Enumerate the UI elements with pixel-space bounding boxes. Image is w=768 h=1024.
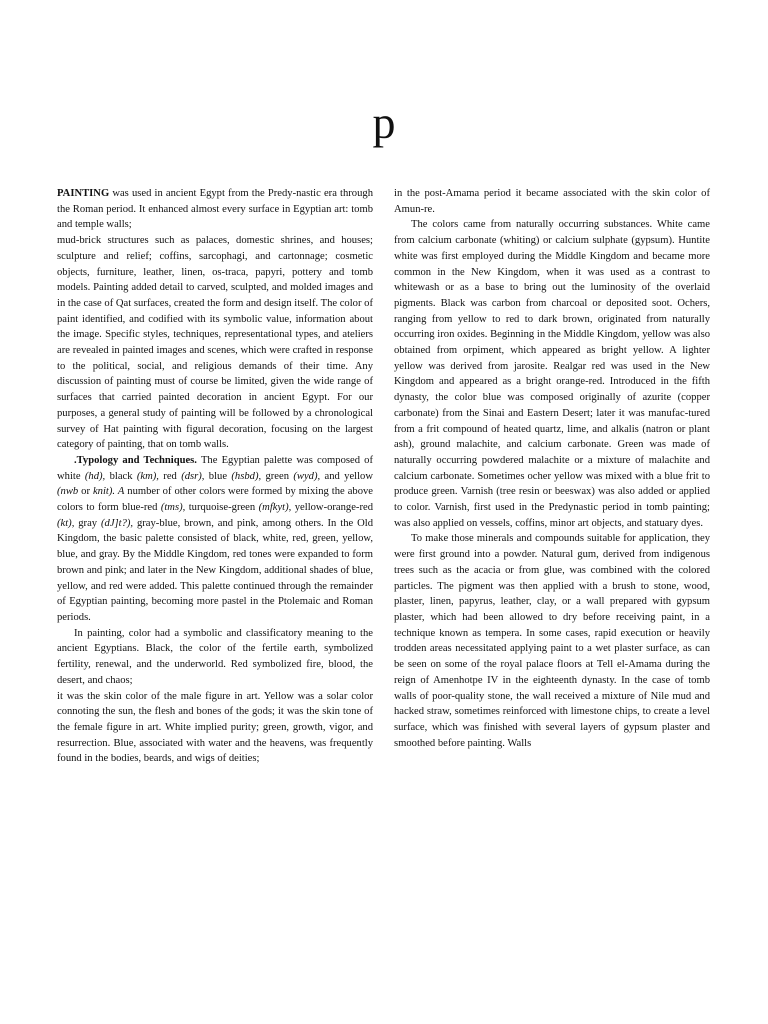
paragraph-surfaces: mud-brick structures such as palaces, domestic shrines, and houses; sculpture and relief; coffins, sarcophagi, and cartonnage; cosmetic objects, furniture, leather, linen, os-traca, papyri, pottery and tomb models. Painting added detail to carved, sculpted, and molded images and in the case of Qat surfaces, created the form and design itself. The color of paint identified, and codified with its symbolic value, information about the image. Specific styles, techniques, representational types, and ateliers are revealed in painted images and scenes, which were crafted in response to the political, social, and religious demands of their time. Any discussion of painting must of course be limited, given the wide range of surfaces that carried painted decoration in ancient Egypt. For our purposes, a general study of painting will be followed by a chronological survey of Hat painting with figural decoration, focusing on the largest category of painting, that on tomb walls. [57,235,373,451]
page-letter-heading: p [372,97,396,148]
paragraph-symbolism: In painting, color had a symbolic and classificatory meaning to the ancient Egyptians. Black, the color of the fertile earth, symbolized fertility, renewal, and the underworld. Red symbolized fire, blood, the desert, and chaos; [57,627,373,686]
section-heading: .Typology and Techniques. [74,454,197,466]
paragraph-text: was used in ancient Egypt from the Predy-nastic era through the Roman period. It enhanced almost every surface in Egyptian art: tomb and temple walls; [57,188,373,231]
paragraph-intro [57,186,373,233]
paragraph-typology: .Typology and Techniques. The Egyptian palette was composed of white (hd), black (km), red (dsr), blue (hsbd), green (wyd), and yellow (nwb or knit). A number of other colors were formed by mixing the above colors to form blue-red (tms), turquoise-green (mfkyt), yellow-orange-red (kt), gray (dJ]t?), gray-blue, brown, and pink, among others. In the Old Kingdom, the basic palette consisted of black, white, red, green, yellow, blue, and gray. By the Middle Kingdom, red tones were expanded to form brown and pink; and later in the New Kingdom, additional shades of blue, yellow, and red were added. This palette continued through the remainder of Egyptian painting, becoming more pastel in the Ptolemaic and Roman periods. [57,454,374,623]
paragraph-amun-re: in the post-Amama period it became associated with the skin color of Amun-re. [394,188,710,215]
paragraph-application: To make those minerals and compounds suitable for application, they were first ground into a powder. Natural gum, derived from indigenous trees such as the acacia or from glue, was combined with the colored particles. The pigment was then applied with a brush to stone, wood, plaster, linen, papyrus, leather, clay, or a wall prepared with gypsum plaster, which had been allowed to dry before receiving paint, in a technique known as tempera. In some cases, rapid execution or heavily trodden areas necessitated applying paint to a wet plaster surface, as can be seen on some of the royal palace floors at Tell el-Amama during the reign of Amenhotpe IV in the eighteenth dynasty. In the case of tomb walls of poor-quality stone, the wall received a mixture of Nile mud and hacked straw, sometimes reinforced with limestone chips, to create a level surface, which was finished with several layers of gypsum plaster and smoothed before painting. Walls [394,533,710,749]
paragraph-skin-colors: it was the skin color of the male figure in art. Yellow was a solar color connoting the sun, the flesh and bones of the gods; it was the skin tone of the female figure in art. White implied purity; green, growth, vigor, and resurrection. Blue, associated with water and the heavens, was frequently found in the bodies, beards, and wigs of deities; [57,690,373,765]
entry-headword: PAINTING [57,188,110,199]
paragraph-pigment-sources: The colors came from naturally occurring substances. White came from calcium carbonate (whiting) or calcium sulphate (gypsum). Huntite white was first employed during the Middle Kingdom and became more common in the New Kingdom, when it was used as a contrast to whitewash or as a base to bring out the luminosity of the overlaid pigments. Black was carbon from charcoal or deposited soot. Ochers, ranging from yellow to red to dark brown, originated from naturally occurring iron oxides. Beginning in the Middle Kingdom, yellow was also obtained from orpiment, which appeared as bright yellow. A lighter yellow was derived from jarosite. Realgar red was used in the New Kingdom and appeared as a bright orange-red. Introduced in the fifth dynasty, the color blue was composed originally of azurite (copper carbonate) from the Sinai and Eastern Desert; later it was manufac-tured from a frit compound of heated quartz, lime, and alkalis (natron or plant ash), ground malachite, and calcium carbonate. Green was made of naturally occurring powdered malachite or a mixture of malachite and calcium carbonate. Sometimes ocher yellow was mixed with a blue frit to produce green. Varnish (tree resin or beeswax) was also added or applied to color. Varnish, first used in the Predynastic period in tomb painting; was also applied on vessels, coffins, minor art objects, and statuary dyes. [394,219,710,529]
left-column [57,186,373,767]
right-column [394,186,710,751]
